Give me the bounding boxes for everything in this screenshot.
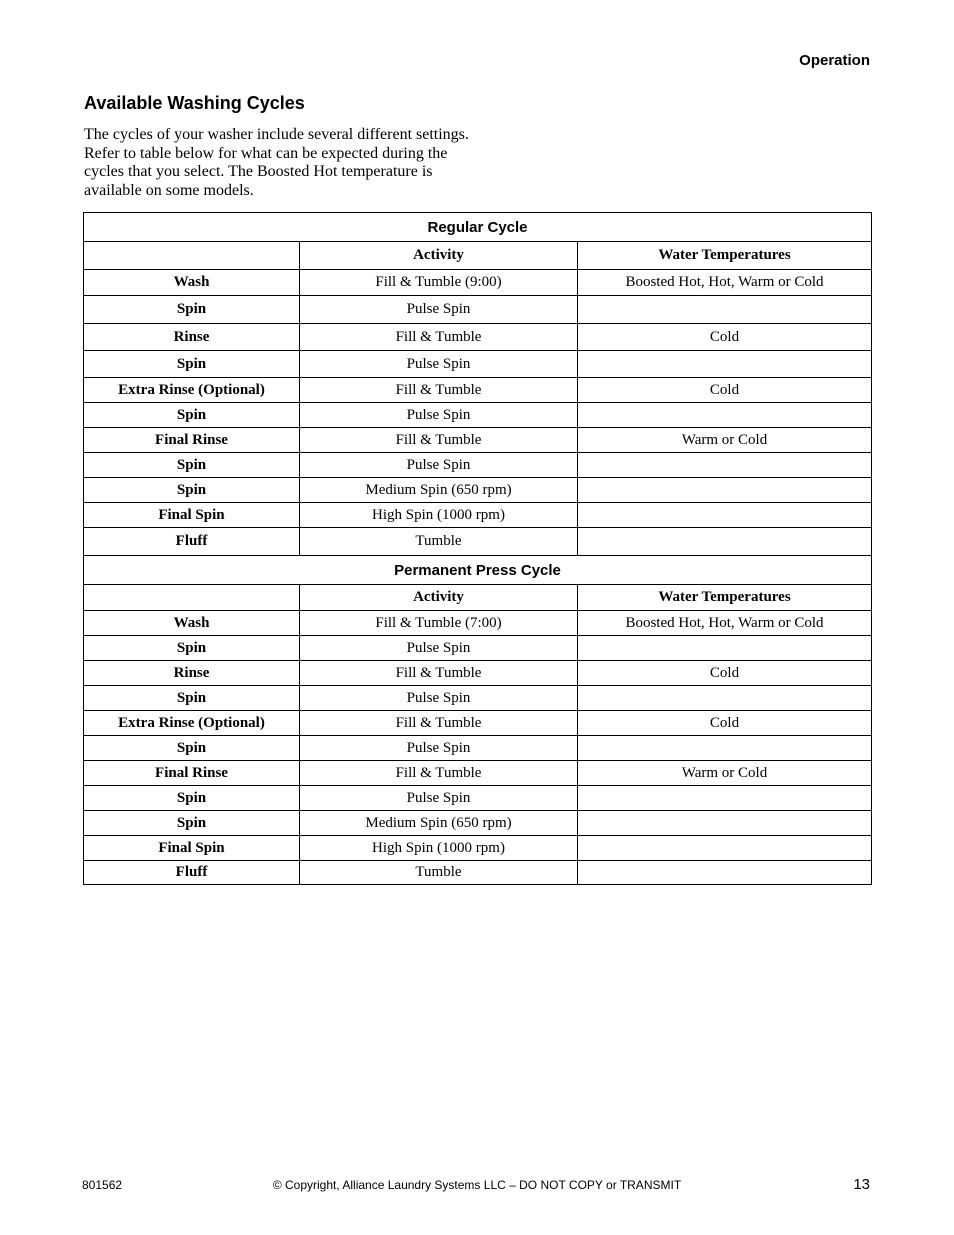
step-cell: Spin [84, 786, 300, 811]
activity-cell: Fill & Tumble [300, 661, 578, 686]
water-cell [578, 811, 872, 836]
column-header-water: Water Temperatures [578, 242, 872, 270]
water-cell: Cold [578, 378, 872, 403]
document-number: 801562 [82, 1178, 123, 1192]
table-row [84, 528, 872, 556]
activity-cell: Fill & Tumble (9:00) [300, 270, 578, 296]
table-row [84, 351, 872, 378]
section-header: Operation [799, 52, 870, 69]
step-cell: Final Rinse [84, 761, 300, 786]
activity-cell: Pulse Spin [300, 296, 578, 324]
activity-cell: Pulse Spin [300, 636, 578, 661]
water-cell [578, 478, 872, 503]
water-cell [578, 503, 872, 528]
step-cell: Spin [84, 736, 300, 761]
table-row [84, 811, 872, 836]
step-cell: Spin [84, 453, 300, 478]
step-cell: Fluff [84, 861, 300, 885]
activity-cell: Pulse Spin [300, 351, 578, 378]
water-cell [578, 351, 872, 378]
step-cell: Spin [84, 636, 300, 661]
water-cell [578, 686, 872, 711]
table-row [84, 324, 872, 351]
table-row [84, 453, 872, 478]
activity-cell: Fill & Tumble (7:00) [300, 611, 578, 636]
column-header-row [84, 585, 872, 611]
table-row [84, 428, 872, 453]
activity-cell: Fill & Tumble [300, 378, 578, 403]
water-cell: Warm or Cold [578, 761, 872, 786]
cycle-title-row [84, 556, 872, 585]
table-row [84, 786, 872, 811]
water-cell [578, 453, 872, 478]
table-row [84, 736, 872, 761]
column-header-activity: Activity [300, 242, 578, 270]
step-cell: Wash [84, 611, 300, 636]
table-row [84, 296, 872, 324]
step-cell: Final Rinse [84, 428, 300, 453]
table-row [84, 836, 872, 861]
water-cell: Boosted Hot, Hot, Warm or Cold [578, 611, 872, 636]
page-number: 13 [853, 1176, 870, 1193]
water-cell [578, 403, 872, 428]
activity-cell: High Spin (1000 rpm) [300, 503, 578, 528]
cycle-title: Permanent Press Cycle [84, 556, 872, 585]
activity-cell: Fill & Tumble [300, 761, 578, 786]
column-header-row [84, 242, 872, 270]
activity-cell: Pulse Spin [300, 403, 578, 428]
copyright-notice: © Copyright, Alliance Laundry Systems LLC – DO NOT COPY or TRANSMIT [272, 1178, 682, 1192]
water-cell [578, 528, 872, 556]
washing-cycles-table [83, 212, 872, 885]
activity-cell: High Spin (1000 rpm) [300, 836, 578, 861]
water-cell [578, 296, 872, 324]
water-cell: Warm or Cold [578, 428, 872, 453]
table-row [84, 636, 872, 661]
activity-cell: Tumble [300, 861, 578, 885]
activity-cell: Medium Spin (650 rpm) [300, 811, 578, 836]
activity-cell: Pulse Spin [300, 736, 578, 761]
activity-cell: Fill & Tumble [300, 324, 578, 351]
page-title: Available Washing Cycles [84, 93, 305, 113]
water-cell [578, 736, 872, 761]
step-cell: Wash [84, 270, 300, 296]
cycle-title: Regular Cycle [84, 213, 872, 242]
table-row [84, 503, 872, 528]
activity-cell: Tumble [300, 528, 578, 556]
step-cell: Extra Rinse (Optional) [84, 711, 300, 736]
activity-cell: Medium Spin (650 rpm) [300, 478, 578, 503]
table-row [84, 403, 872, 428]
water-cell [578, 786, 872, 811]
cycle-title-row [84, 213, 872, 242]
activity-cell: Pulse Spin [300, 786, 578, 811]
column-header-step [84, 242, 300, 270]
water-cell: Cold [578, 324, 872, 351]
step-cell: Final Spin [84, 836, 300, 861]
table-row [84, 378, 872, 403]
water-cell [578, 636, 872, 661]
column-header-water: Water Temperatures [578, 585, 872, 611]
step-cell: Rinse [84, 324, 300, 351]
step-cell: Spin [84, 351, 300, 378]
table-row [84, 711, 872, 736]
column-header-activity: Activity [300, 585, 578, 611]
step-cell: Spin [84, 403, 300, 428]
table-row [84, 686, 872, 711]
table-row [84, 761, 872, 786]
step-cell: Spin [84, 296, 300, 324]
column-header-step [84, 585, 300, 611]
intro-paragraph: The cycles of your washer include several different settings. Refer to table below for what can be expected during the cycles that you select. The Boosted Hot temperature is available on some models. [84, 126, 469, 199]
step-cell: Spin [84, 686, 300, 711]
table-row [84, 661, 872, 686]
step-cell: Spin [84, 478, 300, 503]
water-cell: Cold [578, 711, 872, 736]
step-cell: Spin [84, 811, 300, 836]
table-row [84, 861, 872, 885]
activity-cell: Pulse Spin [300, 453, 578, 478]
table-row [84, 270, 872, 296]
water-cell: Cold [578, 661, 872, 686]
activity-cell: Fill & Tumble [300, 711, 578, 736]
step-cell: Fluff [84, 528, 300, 556]
activity-cell: Pulse Spin [300, 686, 578, 711]
step-cell: Extra Rinse (Optional) [84, 378, 300, 403]
activity-cell: Fill & Tumble [300, 428, 578, 453]
step-cell: Final Spin [84, 503, 300, 528]
water-cell [578, 836, 872, 861]
water-cell [578, 861, 872, 885]
table-row [84, 611, 872, 636]
table-row [84, 478, 872, 503]
step-cell: Rinse [84, 661, 300, 686]
water-cell: Boosted Hot, Hot, Warm or Cold [578, 270, 872, 296]
